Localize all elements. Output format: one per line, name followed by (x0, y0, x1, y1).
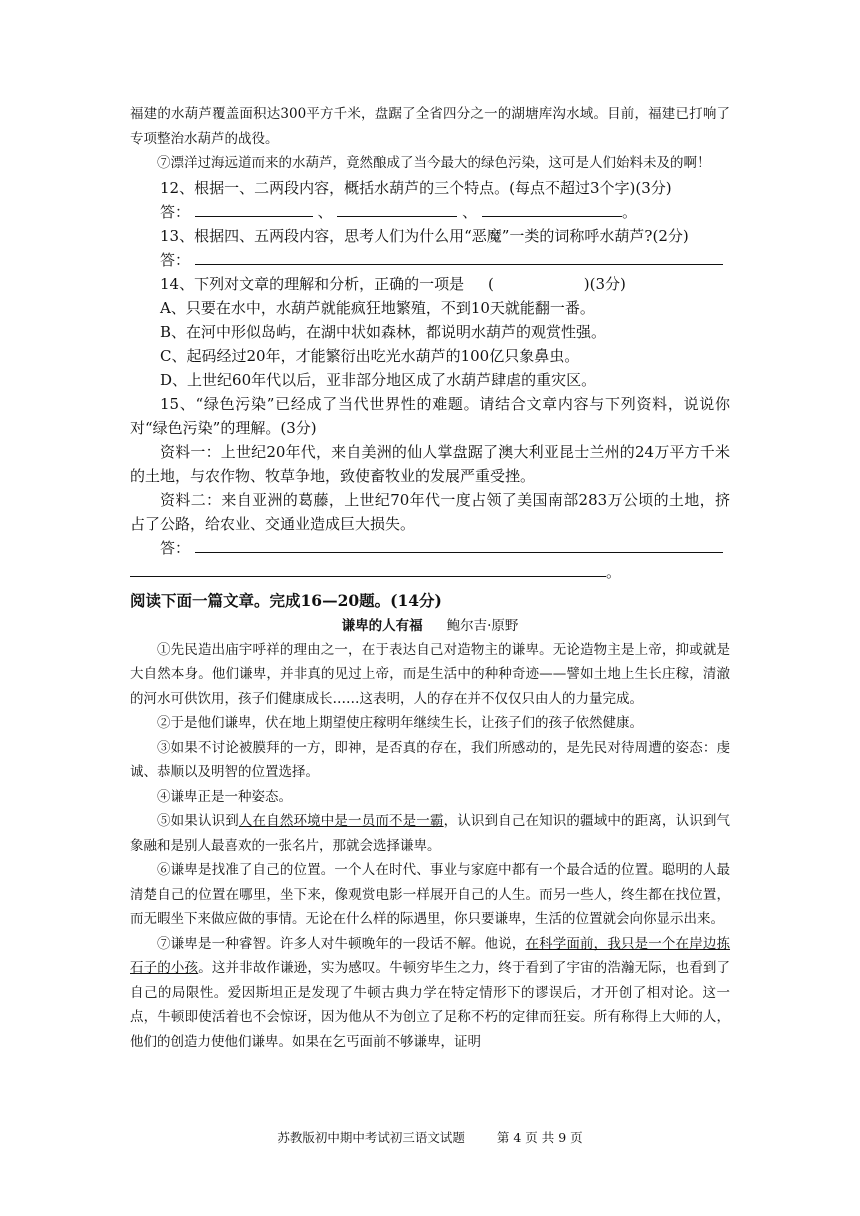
option-c: C、起码经过20年，才能繁衍出吃光水葫芦的100亿只象鼻虫。 (160, 346, 580, 365)
answer-blank-continued[interactable] (130, 562, 606, 577)
paren-open: ( (487, 274, 494, 293)
article-title: 谦卑的人有福 (341, 617, 423, 634)
article-paragraph-3: ③如果不讨论被膜拜的一方，即神，是否真的存在，我们所感动的，是先民对待周遭的姿态：虔诚、恭顺以及明智的位置选择。 (130, 739, 730, 780)
option-a: A、只要在水中，水葫芦就能疯狂地繁殖，不到10天就能翻一番。 (160, 298, 595, 317)
question-12-answer-line (130, 200, 730, 224)
article-paragraph-2: ②于是他们谦卑，伏在地上期望使庄稼明年继续生长，让孩子们的孩子依然健康。 (157, 715, 643, 731)
document-page (130, 102, 730, 1054)
underlined-sentence: 在科学面前，我只是一个在岸边拣石子的小孩 (130, 935, 731, 976)
question-13-answer-line (130, 248, 730, 272)
answer-blank-3[interactable] (482, 202, 622, 217)
answer-label: 答： (160, 250, 191, 269)
answer-label: 答： (160, 202, 191, 221)
passage-paragraph-7: ⑦漂洋过海远道而来的水葫芦，竟然酿成了当今最大的绿色污染，这可是人们始料未及的啊！ (157, 155, 711, 171)
option-d: D、上世纪60年代以后，亚非部分地区成了水葫芦肆虐的重灾区。 (160, 370, 597, 389)
article-paragraph-7 (130, 932, 730, 1055)
paragraph-text: 。这并非故作谦逊，实为感叹。牛顿穷毕生之力，终于看到了宇宙的浩瀚无际，也看到了自己的局限性。爱因斯坦正是发现了牛顿古典力学在特定情形下的谬误后，才开创了相对论。这一点，牛顿即使活着也不会惊讶，因为他从不为创立了足称不朽的定律而狂妄。所有称得上大师的人，他们的创造力使他们谦卑。如果在乞丐面前不够谦卑，证明 (130, 960, 731, 1050)
article-paragraph-6: ⑥谦卑是找准了自己的位置。一个人在时代、事业与家庭中都有一个最合适的位置。聪明的人最清楚自己的位置在哪里，坐下来，像观赏电影一样展开自己的人生。而另一些人，终生都在找位置，而无暇坐下来做应做的事情。无论在什么样的际遇里，你只要谦卑，生活的位置就会向你显示出来。 (130, 862, 730, 927)
underlined-sentence: 人在自然环境中是一员而不是一霸 (238, 813, 444, 829)
separator: 、 (462, 202, 478, 221)
period: 。 (606, 562, 622, 581)
question-14-stem: 14、下列对文章的理解和分析，正确的一项是 (160, 274, 465, 293)
article-paragraph-4: ④谦卑正是一种姿态。 (157, 788, 292, 805)
option-b: B、在河中形似岛屿，在湖中状如森林，都说明水葫芦的观赏性强。 (160, 322, 607, 341)
answer-blank[interactable] (195, 250, 723, 265)
answer-blank-1[interactable] (195, 202, 313, 217)
question-14 (130, 272, 730, 296)
page-footer (0, 1128, 860, 1146)
article-paragraph-5 (130, 809, 730, 858)
period: 。 (621, 202, 637, 221)
paragraph-text: ，认识到自己在知识的疆域中的距离，认识到气象融和是别人最喜欢的一张名片，那就会选择谦卑。 (130, 813, 731, 854)
question-15-answer-line-2 (130, 560, 730, 584)
section-heading: 阅读下面一篇文章。完成16—20题。(14分) (130, 590, 442, 610)
paragraph-text: ⑦谦卑是一种睿智。许多人对牛顿晚年的一段话不解。他说， (157, 935, 526, 952)
separator: 、 (317, 202, 333, 221)
article-title-line (130, 614, 730, 638)
passage-paragraph-6-continued: 福建的水葫芦覆盖面积达300平方千米，盘踞了全省四分之一的湖塘库沟水域。目前，福建已打响了专项整治水葫芦的战役。 (130, 106, 730, 147)
answer-label: 答： (160, 538, 191, 557)
question-15: 15、“绿色污染”已经成了当代世界性的难题。请结合文章内容与下列资料，说说你对“绿色污染”的理解。(3分) (130, 394, 730, 437)
question-13: 13、根据四、五两段内容，思考人们为什么用“恶魔”一类的词称呼水葫芦?(2分) (160, 226, 689, 245)
paren-close: )(3分) (583, 274, 626, 293)
answer-blank[interactable] (195, 538, 723, 553)
question-15-answer-line (130, 536, 730, 560)
article-author: 鲍尔吉·原野 (446, 617, 519, 634)
exam-title: 苏教版初中期中考试初三语文试题 (277, 1130, 465, 1145)
question-12: 12、根据一、二两段内容，概括水葫芦的三个特点。(每点不超过3个字)(3分) (160, 178, 672, 197)
material-1: 资料一：上世纪20年代，来自美洲的仙人掌盘踞了澳大利亚昆士兰州的24万平方千米的土地，与农作物、牧草争地，致使畜牧业的发展严重受挫。 (130, 442, 730, 485)
paragraph-text: ⑤如果认识到 (157, 813, 239, 829)
page-number: 第 4 页 共 9 页 (496, 1130, 583, 1145)
material-2: 资料二：来自亚洲的葛藤，上世纪70年代一度占领了美国南部283万公顷的土地，挤占了公路，给农业、交通业造成巨大损失。 (130, 490, 730, 533)
article-paragraph-1: ①先民造出庙宇呼祥的理由之一，在于表达自己对造物主的谦卑。无论造物主是上帝，抑或就是大自然本身。他们谦卑，并非真的见过上帝，而是生活中的种种奇迹——譬如土地上生长庄稼，清澈的河水可供饮用，孩子们健康成长……这表明，人的存在并不仅仅只由人的力量完成。 (130, 641, 730, 707)
answer-blank-2[interactable] (337, 202, 457, 217)
